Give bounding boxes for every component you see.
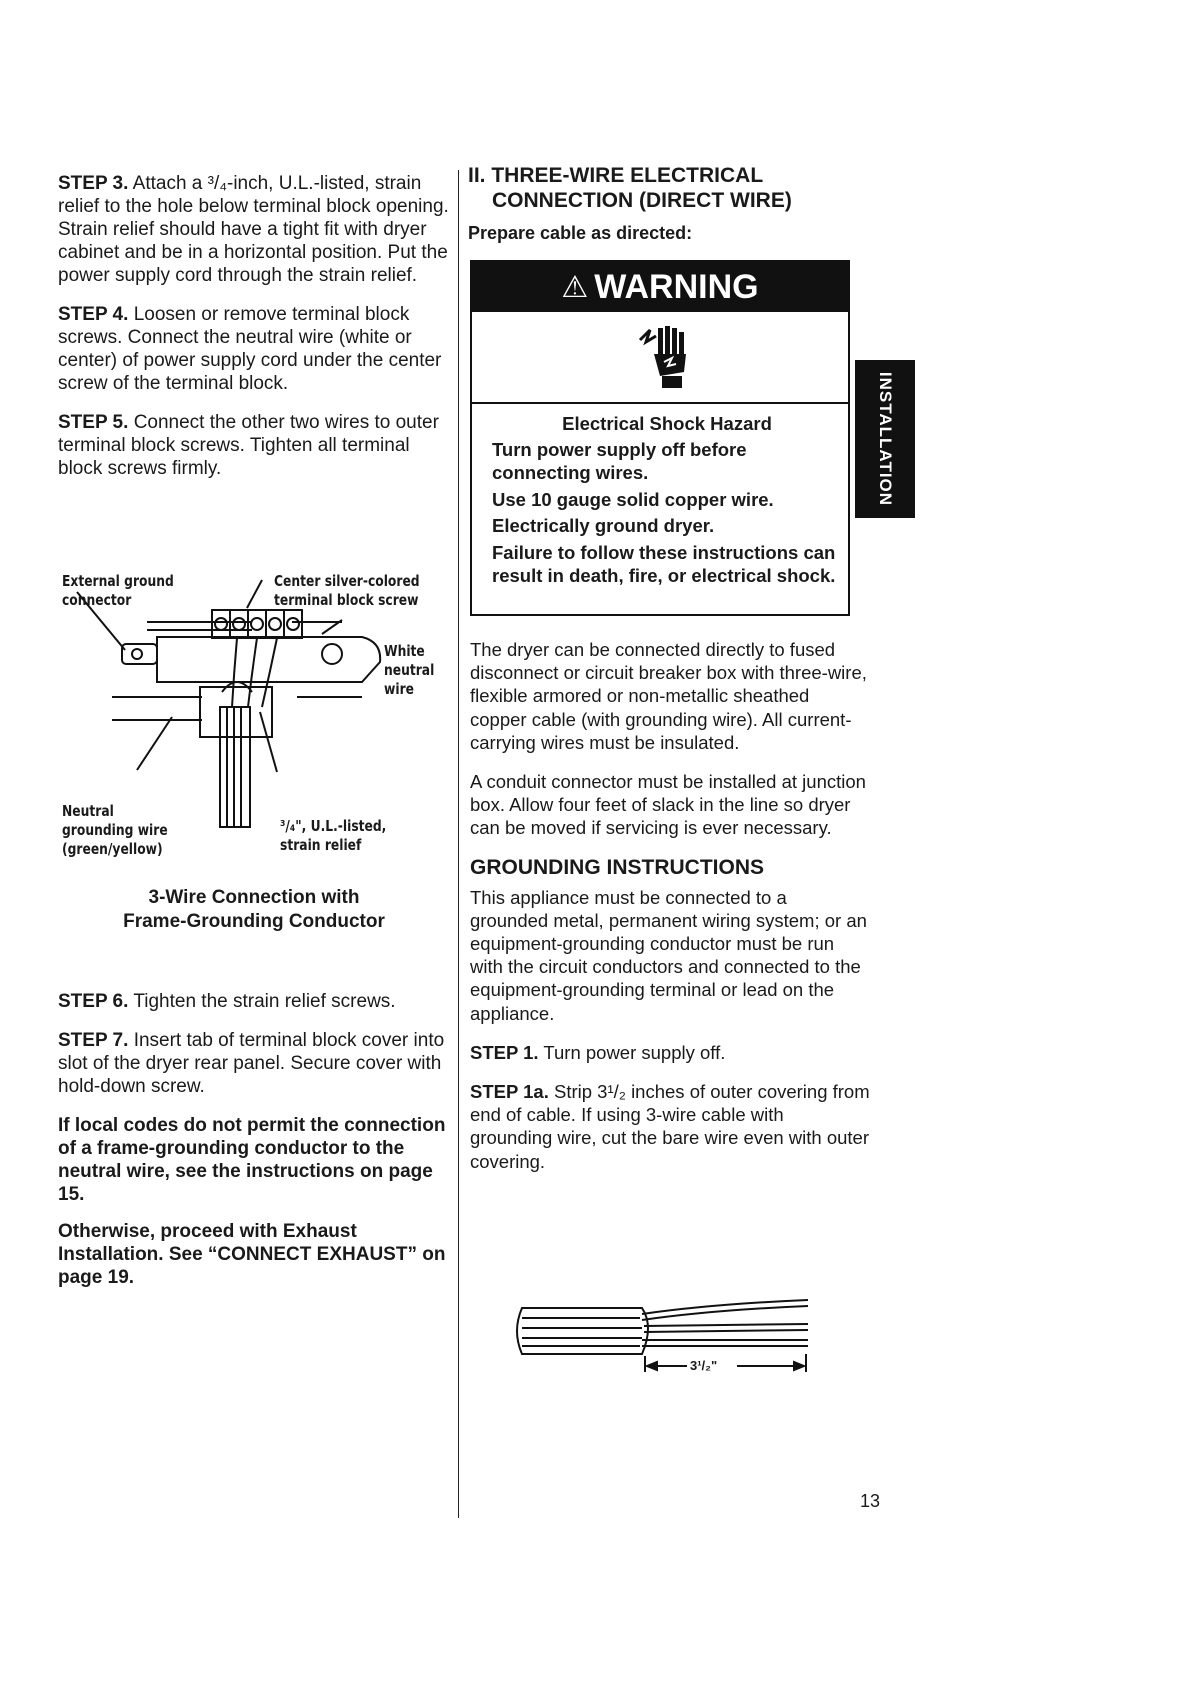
label-center-line1: Center silver-colored	[274, 572, 420, 590]
step-1a-text: Strip 3¹/₂ inches of outer covering from end of cable. If using 3-wire cable with grounding wire, cut the bare wire even with outer covering.	[470, 1081, 870, 1172]
step-5-text: Connect the other two wires to outer terminal block screws. Tighten all terminal block screws firmly.	[58, 412, 439, 479]
step-1	[470, 1041, 870, 1064]
grounding-heading: GROUNDING INSTRUCTIONS	[470, 855, 764, 879]
label-white-line2: neutral	[384, 661, 435, 679]
label-strain-relief	[280, 817, 386, 855]
cable-illustration	[512, 1296, 822, 1376]
step-4-label: STEP 4.	[58, 304, 129, 325]
electric-shock-hand-icon	[632, 322, 692, 392]
section-heading-line2: CONNECTION (DIRECT WIRE)	[492, 189, 792, 212]
label-neutral-line2: grounding wire	[62, 821, 168, 839]
conduit-paragraph: A conduit connector must be installed at junction box. Allow four feet of slack in the line so dryer can be moved if servicing is ever necessary.	[470, 771, 866, 839]
hazard-line-3: Electrically ground dryer.	[492, 515, 715, 536]
step-6-text: Tighten the strain relief screws.	[133, 991, 396, 1012]
label-neutral-grounding	[62, 802, 168, 859]
step-6-label: STEP 6.	[58, 991, 129, 1012]
hazard-line-1: Turn power supply off before connecting wires.	[492, 438, 747, 483]
warning-triangle-icon: ⚠	[561, 270, 589, 304]
column-divider	[458, 170, 459, 1518]
local-codes-note: If local codes do not permit the connection of a frame-grounding conductor to the neutral wire, see the instructions on page 15.	[58, 1115, 446, 1205]
caption-line1: 3-Wire Connection with	[148, 887, 360, 908]
label-neutral-line3: (green/yellow)	[62, 840, 163, 858]
step-4	[58, 303, 450, 395]
label-center-line2: terminal block screw	[274, 591, 419, 609]
step-5	[58, 411, 450, 480]
hazard-line-2: Use 10 gauge solid copper wire.	[492, 488, 774, 510]
warning-box	[470, 260, 850, 616]
step-5-label: STEP 5.	[58, 412, 129, 433]
prepare-cable-label: Prepare cable as directed:	[468, 223, 693, 243]
hazard-symbol-area	[472, 312, 848, 404]
side-tab-label: INSTALLATION	[876, 371, 895, 507]
label-white-neutral	[384, 642, 434, 699]
cable-strip-diagram	[512, 1296, 822, 1376]
label-white-line1: White	[384, 642, 425, 660]
terminal-block-diagram	[62, 572, 450, 872]
label-external-ground	[62, 572, 174, 610]
cable-dimension-label: 3¹/₂"	[690, 1358, 718, 1373]
left-column	[58, 172, 450, 496]
label-external-line2: connector	[62, 591, 132, 609]
left-column-lower	[58, 990, 450, 1303]
diagram-caption	[58, 886, 450, 934]
installation-side-tab	[855, 360, 915, 518]
step-3-text: Attach a ³/₄-inch, U.L.-listed, strain relief to the hole below terminal block opening. Strain relief should have a tight fit with dryer cabinet and be in a horizontal position. Put the power supply cord through the strain relief.	[58, 173, 449, 286]
warning-banner	[472, 262, 848, 312]
grounding-paragraph: This appliance must be connected to a grounded metal, permanent wiring system; or an equipment-grounding conductor must be run with the circuit conductors and connected to the equipment-grounding terminal or lead on the appliance.	[470, 886, 867, 1024]
right-column-body	[470, 638, 870, 1189]
step-1a	[470, 1080, 870, 1173]
section-heading-line1: II. THREE-WIRE ELECTRICAL	[468, 164, 764, 187]
label-external-line1: External ground	[62, 572, 174, 590]
exhaust-note: Otherwise, proceed with Exhaust Installation. See “CONNECT EXHAUST” on page 19.	[58, 1221, 446, 1288]
step-1a-label: STEP 1a.	[470, 1081, 549, 1103]
hazard-line-4: Failure to follow these instructions can result in death, fire, or electrical shock.	[492, 541, 836, 586]
step-3	[58, 172, 450, 287]
step-1-label: STEP 1.	[470, 1041, 539, 1063]
step-7-text: Insert tab of terminal block cover into slot of the dryer rear panel. Secure cover with hold-down screw.	[58, 1030, 445, 1097]
direct-connection-paragraph: The dryer can be connected directly to fused disconnect or circuit breaker box with three-wire, flexible armored or non-metallic sheathed copper cable (with grounding wire). All current-carrying wires must be insulated.	[470, 639, 867, 753]
label-neutral-line1: Neutral	[62, 802, 114, 820]
step-6	[58, 990, 450, 1013]
step-1-text: Turn power supply off.	[543, 1041, 726, 1063]
step-7	[58, 1029, 450, 1098]
step-7-label: STEP 7.	[58, 1030, 129, 1051]
warning-title: WARNING	[594, 267, 759, 306]
hazard-title: Electrical Shock Hazard	[562, 413, 772, 434]
label-white-line3: wire	[384, 680, 414, 698]
step-3-label: STEP 3.	[58, 173, 129, 194]
hazard-text-block	[492, 412, 842, 591]
right-column-header	[468, 163, 868, 256]
step-4-text: Loosen or remove terminal block screws. Connect the neutral wire (white or center) of power supply cord under the center screw of the terminal block.	[58, 304, 442, 394]
label-relief-line2: strain relief	[280, 836, 362, 854]
page-number: 13	[860, 1491, 881, 1511]
caption-line2: Frame-Grounding Conductor	[123, 911, 385, 932]
label-center-screw	[274, 572, 420, 610]
label-relief-line1: ³/₄", U.L.-listed,	[280, 817, 387, 835]
